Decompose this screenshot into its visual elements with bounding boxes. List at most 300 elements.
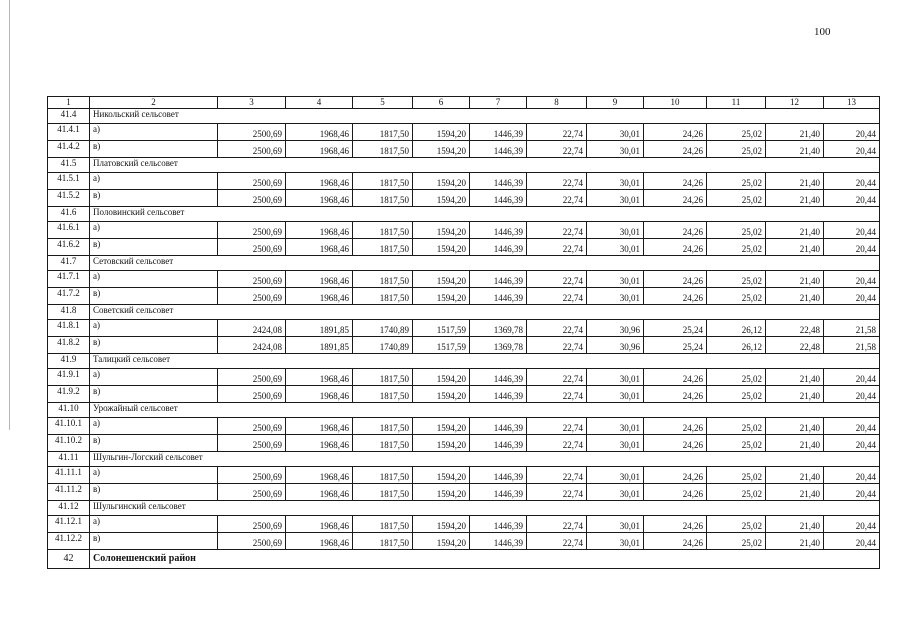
value-cell: 24,26 xyxy=(644,173,707,190)
value-cell: 24,26 xyxy=(644,222,707,239)
value-cell: 21,40 xyxy=(766,516,824,533)
value-cell: 1446,39 xyxy=(470,369,527,386)
table-row xyxy=(48,222,880,239)
value-cell: 30,01 xyxy=(587,173,644,190)
value-cell: 1369,78 xyxy=(470,337,527,354)
value-cell: 1446,39 xyxy=(470,516,527,533)
value-cell: 1968,46 xyxy=(286,271,353,288)
row-letter: а) xyxy=(90,369,218,386)
value-cell: 25,02 xyxy=(707,190,766,207)
value-cell: 25,02 xyxy=(707,369,766,386)
value-cell: 24,26 xyxy=(644,124,707,141)
column-number: 11 xyxy=(707,97,766,109)
value-cell: 1594,20 xyxy=(413,222,470,239)
column-number: 5 xyxy=(353,97,413,109)
value-cell: 1817,50 xyxy=(353,173,413,190)
table-row xyxy=(48,418,880,435)
page-number: 100 xyxy=(814,26,831,38)
value-cell: 30,01 xyxy=(587,516,644,533)
value-cell: 2424,08 xyxy=(218,337,286,354)
row-letter: а) xyxy=(90,320,218,337)
value-cell: 22,74 xyxy=(527,288,587,305)
section-row xyxy=(48,354,880,369)
value-cell: 24,26 xyxy=(644,190,707,207)
value-cell: 24,26 xyxy=(644,386,707,403)
row-code: 41.5.2 xyxy=(48,190,90,207)
value-cell: 1446,39 xyxy=(470,435,527,452)
section-row xyxy=(48,256,880,271)
value-cell: 24,26 xyxy=(644,288,707,305)
value-cell: 21,40 xyxy=(766,418,824,435)
value-cell: 30,01 xyxy=(587,369,644,386)
value-cell: 2500,69 xyxy=(218,239,286,256)
row-letter: в) xyxy=(90,190,218,207)
value-cell: 1891,85 xyxy=(286,320,353,337)
value-cell: 1446,39 xyxy=(470,239,527,256)
column-number: 9 xyxy=(587,97,644,109)
value-cell: 24,26 xyxy=(644,516,707,533)
value-cell: 25,02 xyxy=(707,141,766,158)
value-cell: 24,26 xyxy=(644,271,707,288)
row-letter: а) xyxy=(90,418,218,435)
value-cell: 1594,20 xyxy=(413,173,470,190)
value-cell: 21,40 xyxy=(766,435,824,452)
value-cell: 25,24 xyxy=(644,337,707,354)
section-row xyxy=(48,452,880,467)
value-cell: 26,12 xyxy=(707,320,766,337)
row-letter: в) xyxy=(90,239,218,256)
table-row xyxy=(48,467,880,484)
value-cell: 1594,20 xyxy=(413,435,470,452)
row-code: 41.8 xyxy=(48,305,90,320)
value-cell: 22,74 xyxy=(527,386,587,403)
value-cell: 22,74 xyxy=(527,484,587,501)
value-cell: 25,02 xyxy=(707,386,766,403)
value-cell: 21,40 xyxy=(766,386,824,403)
value-cell: 20,44 xyxy=(824,435,880,452)
row-code: 41.5.1 xyxy=(48,173,90,190)
value-cell: 1740,89 xyxy=(353,320,413,337)
row-letter: в) xyxy=(90,141,218,158)
value-cell: 2500,69 xyxy=(218,141,286,158)
row-code: 41.11.2 xyxy=(48,484,90,501)
value-cell: 22,74 xyxy=(527,239,587,256)
value-cell: 1594,20 xyxy=(413,418,470,435)
value-cell: 25,02 xyxy=(707,516,766,533)
value-cell: 1968,46 xyxy=(286,418,353,435)
table-row xyxy=(48,239,880,256)
value-cell: 24,26 xyxy=(644,418,707,435)
value-cell: 21,40 xyxy=(766,484,824,501)
column-number: 7 xyxy=(470,97,527,109)
row-code: 41.6.2 xyxy=(48,239,90,256)
table-row xyxy=(48,271,880,288)
value-cell: 30,01 xyxy=(587,467,644,484)
value-cell: 1968,46 xyxy=(286,141,353,158)
row-code: 41.8.2 xyxy=(48,337,90,354)
value-cell: 21,40 xyxy=(766,271,824,288)
value-cell: 1594,20 xyxy=(413,533,470,550)
row-code: 41.7 xyxy=(48,256,90,271)
value-cell: 1817,50 xyxy=(353,467,413,484)
value-cell: 2500,69 xyxy=(218,418,286,435)
value-cell: 24,26 xyxy=(644,239,707,256)
value-cell: 25,02 xyxy=(707,533,766,550)
value-cell: 1968,46 xyxy=(286,467,353,484)
value-cell: 30,01 xyxy=(587,386,644,403)
row-code: 41.10 xyxy=(48,403,90,418)
value-cell: 1446,39 xyxy=(470,386,527,403)
value-cell: 22,74 xyxy=(527,467,587,484)
value-cell: 1817,50 xyxy=(353,386,413,403)
value-cell: 1968,46 xyxy=(286,124,353,141)
value-cell: 21,58 xyxy=(824,337,880,354)
value-cell: 22,74 xyxy=(527,418,587,435)
value-cell: 30,01 xyxy=(587,124,644,141)
value-cell: 22,48 xyxy=(766,337,824,354)
district-name: Солонешенский район xyxy=(90,550,880,569)
value-cell: 22,74 xyxy=(527,190,587,207)
value-cell: 30,01 xyxy=(587,190,644,207)
section-row xyxy=(48,207,880,222)
value-cell: 21,40 xyxy=(766,288,824,305)
value-cell: 2500,69 xyxy=(218,173,286,190)
value-cell: 1446,39 xyxy=(470,173,527,190)
table-row xyxy=(48,435,880,452)
value-cell: 20,44 xyxy=(824,418,880,435)
value-cell: 2500,69 xyxy=(218,288,286,305)
value-cell: 2500,69 xyxy=(218,467,286,484)
table-row xyxy=(48,516,880,533)
value-cell: 21,40 xyxy=(766,222,824,239)
value-cell: 20,44 xyxy=(824,124,880,141)
value-cell: 1968,46 xyxy=(286,484,353,501)
value-cell: 20,44 xyxy=(824,141,880,158)
row-letter: а) xyxy=(90,222,218,239)
row-letter: в) xyxy=(90,533,218,550)
value-cell: 24,26 xyxy=(644,369,707,386)
value-cell: 30,01 xyxy=(587,288,644,305)
value-cell: 1594,20 xyxy=(413,271,470,288)
value-cell: 20,44 xyxy=(824,222,880,239)
value-cell: 1446,39 xyxy=(470,190,527,207)
value-cell: 1446,39 xyxy=(470,288,527,305)
value-cell: 1594,20 xyxy=(413,141,470,158)
value-cell: 30,01 xyxy=(587,239,644,256)
section-name: Половинский сельсовет xyxy=(90,207,880,222)
column-number: 12 xyxy=(766,97,824,109)
value-cell: 1740,89 xyxy=(353,337,413,354)
value-cell: 21,40 xyxy=(766,533,824,550)
value-cell: 25,02 xyxy=(707,418,766,435)
value-cell: 1594,20 xyxy=(413,288,470,305)
value-cell: 1446,39 xyxy=(470,141,527,158)
value-cell: 2424,08 xyxy=(218,320,286,337)
table-row xyxy=(48,337,880,354)
row-code: 41.6 xyxy=(48,207,90,222)
value-cell: 20,44 xyxy=(824,288,880,305)
page-edge-line xyxy=(9,0,10,430)
value-cell: 24,26 xyxy=(644,141,707,158)
value-cell: 22,74 xyxy=(527,516,587,533)
column-number: 3 xyxy=(218,97,286,109)
value-cell: 2500,69 xyxy=(218,369,286,386)
value-cell: 1446,39 xyxy=(470,467,527,484)
row-code: 41.7.1 xyxy=(48,271,90,288)
table-row xyxy=(48,386,880,403)
value-cell: 1968,46 xyxy=(286,190,353,207)
value-cell: 20,44 xyxy=(824,484,880,501)
value-cell: 24,26 xyxy=(644,533,707,550)
value-cell: 24,26 xyxy=(644,484,707,501)
row-letter: а) xyxy=(90,124,218,141)
table-row xyxy=(48,533,880,550)
value-cell: 20,44 xyxy=(824,516,880,533)
row-code: 41.10.2 xyxy=(48,435,90,452)
value-cell: 25,24 xyxy=(644,320,707,337)
value-cell: 1817,50 xyxy=(353,288,413,305)
row-code: 41.9 xyxy=(48,354,90,369)
row-code: 41.5 xyxy=(48,158,90,173)
value-cell: 1446,39 xyxy=(470,222,527,239)
column-number: 8 xyxy=(527,97,587,109)
value-cell: 1968,46 xyxy=(286,222,353,239)
value-cell: 1817,50 xyxy=(353,222,413,239)
row-letter: в) xyxy=(90,337,218,354)
value-cell: 1369,78 xyxy=(470,320,527,337)
value-cell: 1517,59 xyxy=(413,320,470,337)
row-code: 41.7.2 xyxy=(48,288,90,305)
value-cell: 22,74 xyxy=(527,435,587,452)
value-cell: 30,96 xyxy=(587,320,644,337)
value-cell: 21,40 xyxy=(766,369,824,386)
value-cell: 25,02 xyxy=(707,467,766,484)
value-cell: 22,48 xyxy=(766,320,824,337)
table-row xyxy=(48,141,880,158)
value-cell: 1594,20 xyxy=(413,190,470,207)
value-cell: 20,44 xyxy=(824,467,880,484)
value-cell: 30,01 xyxy=(587,271,644,288)
value-cell: 25,02 xyxy=(707,435,766,452)
value-cell: 1968,46 xyxy=(286,533,353,550)
value-cell: 1891,85 xyxy=(286,337,353,354)
value-cell: 1968,46 xyxy=(286,173,353,190)
value-cell: 30,01 xyxy=(587,435,644,452)
section-row xyxy=(48,501,880,516)
section-row xyxy=(48,403,880,418)
value-cell: 30,96 xyxy=(587,337,644,354)
value-cell: 1968,46 xyxy=(286,288,353,305)
value-cell: 1817,50 xyxy=(353,271,413,288)
value-cell: 2500,69 xyxy=(218,533,286,550)
value-cell: 21,40 xyxy=(766,124,824,141)
row-code: 41.11.1 xyxy=(48,467,90,484)
section-name: Талицкий сельсовет xyxy=(90,354,880,369)
value-cell: 24,26 xyxy=(644,435,707,452)
row-letter: а) xyxy=(90,271,218,288)
value-cell: 1594,20 xyxy=(413,467,470,484)
value-cell: 1968,46 xyxy=(286,239,353,256)
value-cell: 1594,20 xyxy=(413,516,470,533)
table-row xyxy=(48,369,880,386)
value-cell: 21,40 xyxy=(766,239,824,256)
value-cell: 21,40 xyxy=(766,173,824,190)
value-cell: 25,02 xyxy=(707,271,766,288)
value-cell: 22,74 xyxy=(527,337,587,354)
value-cell: 1446,39 xyxy=(470,484,527,501)
section-name: Урожайный сельсовет xyxy=(90,403,880,418)
value-cell: 30,01 xyxy=(587,141,644,158)
row-code: 41.12 xyxy=(48,501,90,516)
row-code: 41.8.1 xyxy=(48,320,90,337)
value-cell: 30,01 xyxy=(587,222,644,239)
value-cell: 30,01 xyxy=(587,533,644,550)
value-cell: 22,74 xyxy=(527,271,587,288)
value-cell: 1817,50 xyxy=(353,418,413,435)
value-cell: 1446,39 xyxy=(470,124,527,141)
value-cell: 2500,69 xyxy=(218,386,286,403)
value-cell: 2500,69 xyxy=(218,484,286,501)
value-cell: 21,40 xyxy=(766,467,824,484)
value-cell: 25,02 xyxy=(707,173,766,190)
value-cell: 1594,20 xyxy=(413,124,470,141)
row-letter: а) xyxy=(90,516,218,533)
value-cell: 1968,46 xyxy=(286,369,353,386)
value-cell: 1817,50 xyxy=(353,516,413,533)
row-code: 41.10.1 xyxy=(48,418,90,435)
column-number: 6 xyxy=(413,97,470,109)
value-cell: 1817,50 xyxy=(353,435,413,452)
value-cell: 26,12 xyxy=(707,337,766,354)
value-cell: 25,02 xyxy=(707,288,766,305)
row-code: 41.6.1 xyxy=(48,222,90,239)
value-cell: 30,01 xyxy=(587,418,644,435)
value-cell: 1968,46 xyxy=(286,435,353,452)
value-cell: 2500,69 xyxy=(218,435,286,452)
row-letter: в) xyxy=(90,435,218,452)
column-number: 2 xyxy=(90,97,218,109)
value-cell: 1594,20 xyxy=(413,484,470,501)
value-cell: 1817,50 xyxy=(353,141,413,158)
value-cell: 22,74 xyxy=(527,141,587,158)
table-row xyxy=(48,173,880,190)
value-cell: 21,58 xyxy=(824,320,880,337)
column-number-row xyxy=(48,97,880,109)
value-cell: 20,44 xyxy=(824,386,880,403)
row-code: 41.12.2 xyxy=(48,533,90,550)
value-cell: 1446,39 xyxy=(470,418,527,435)
row-code: 41.4.1 xyxy=(48,124,90,141)
row-code: 41.9.2 xyxy=(48,386,90,403)
table-row xyxy=(48,124,880,141)
value-cell: 1817,50 xyxy=(353,190,413,207)
table-row xyxy=(48,288,880,305)
section-row xyxy=(48,109,880,124)
column-number: 1 xyxy=(48,97,90,109)
value-cell: 1817,50 xyxy=(353,369,413,386)
value-cell: 20,44 xyxy=(824,239,880,256)
value-cell: 1968,46 xyxy=(286,516,353,533)
section-row xyxy=(48,305,880,320)
value-cell: 22,74 xyxy=(527,124,587,141)
value-cell: 22,74 xyxy=(527,369,587,386)
value-cell: 25,02 xyxy=(707,239,766,256)
value-cell: 20,44 xyxy=(824,190,880,207)
value-cell: 22,74 xyxy=(527,533,587,550)
value-cell: 2500,69 xyxy=(218,190,286,207)
value-cell: 25,02 xyxy=(707,124,766,141)
row-code: 41.12.1 xyxy=(48,516,90,533)
value-cell: 1817,50 xyxy=(353,533,413,550)
section-name: Платовский сельсовет xyxy=(90,158,880,173)
value-cell: 1968,46 xyxy=(286,386,353,403)
table-row xyxy=(48,320,880,337)
section-row xyxy=(48,158,880,173)
value-cell: 20,44 xyxy=(824,173,880,190)
value-cell: 21,40 xyxy=(766,141,824,158)
column-number: 13 xyxy=(824,97,880,109)
value-cell: 22,74 xyxy=(527,173,587,190)
value-cell: 1817,50 xyxy=(353,484,413,501)
value-cell: 1817,50 xyxy=(353,239,413,256)
value-cell: 24,26 xyxy=(644,467,707,484)
value-cell: 2500,69 xyxy=(218,271,286,288)
row-code: 42 xyxy=(48,550,90,569)
table-row xyxy=(48,484,880,501)
section-name: Шульгинский сельсовет xyxy=(90,501,880,516)
value-cell: 1446,39 xyxy=(470,271,527,288)
value-cell: 21,40 xyxy=(766,190,824,207)
value-cell: 1594,20 xyxy=(413,369,470,386)
value-cell: 1446,39 xyxy=(470,533,527,550)
value-cell: 20,44 xyxy=(824,271,880,288)
row-code: 41.4.2 xyxy=(48,141,90,158)
value-cell: 2500,69 xyxy=(218,124,286,141)
tariff-table xyxy=(47,96,880,569)
section-name: Советский сельсовет xyxy=(90,305,880,320)
column-number: 10 xyxy=(644,97,707,109)
value-cell: 1517,59 xyxy=(413,337,470,354)
section-name: Сетовский сельсовет xyxy=(90,256,880,271)
row-letter: в) xyxy=(90,288,218,305)
table-body xyxy=(48,109,880,569)
row-code: 41.4 xyxy=(48,109,90,124)
section-name: Никольский сельсовет xyxy=(90,109,880,124)
value-cell: 2500,69 xyxy=(218,222,286,239)
value-cell: 2500,69 xyxy=(218,516,286,533)
row-code: 41.9.1 xyxy=(48,369,90,386)
column-number: 4 xyxy=(286,97,353,109)
row-letter: а) xyxy=(90,173,218,190)
value-cell: 22,74 xyxy=(527,222,587,239)
value-cell: 1594,20 xyxy=(413,386,470,403)
value-cell: 20,44 xyxy=(824,533,880,550)
value-cell: 1817,50 xyxy=(353,124,413,141)
value-cell: 22,74 xyxy=(527,320,587,337)
value-cell: 30,01 xyxy=(587,484,644,501)
table-row xyxy=(48,190,880,207)
row-code: 41.11 xyxy=(48,452,90,467)
value-cell: 25,02 xyxy=(707,484,766,501)
district-row xyxy=(48,550,880,569)
value-cell: 1594,20 xyxy=(413,239,470,256)
row-letter: в) xyxy=(90,484,218,501)
value-cell: 20,44 xyxy=(824,369,880,386)
section-name: Шульгин-Логский сельсовет xyxy=(90,452,880,467)
value-cell: 25,02 xyxy=(707,222,766,239)
row-letter: в) xyxy=(90,386,218,403)
row-letter: а) xyxy=(90,467,218,484)
